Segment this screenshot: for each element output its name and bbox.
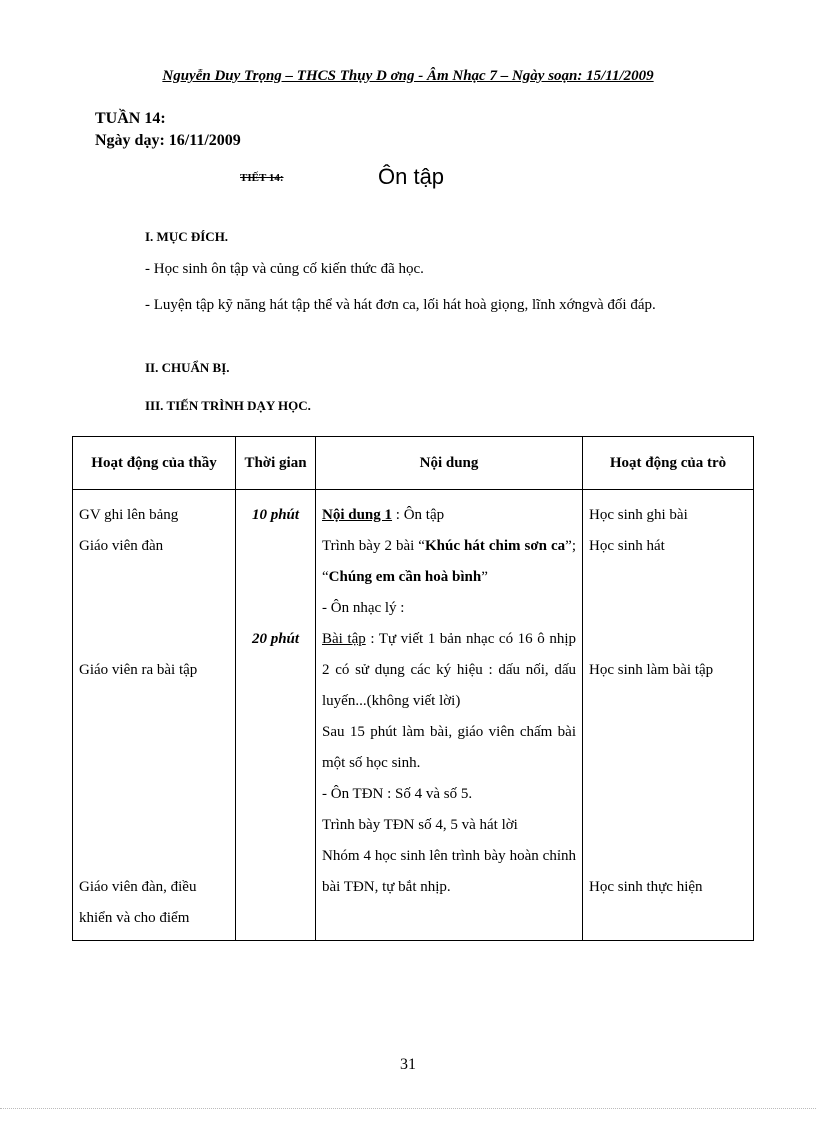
content-line: Nội dung 1 : Ôn tập [322,507,445,523]
lesson-plan-table [72,436,754,941]
purpose-item-2: - Luyện tập kỹ năng hát tập thể và hát đơn ca, lối hát hoà giọng, lĩnh xớngvà đối đáp. [145,297,656,313]
teacher-activity: Giáo viên đàn, điều khiển và cho điểm [79,879,197,926]
content-line: Nhóm 4 học sinh lên trình bày hoàn chỉnh bài TĐN, tự bắt nhịp. [322,848,576,895]
time-value: 20 phút [251,631,300,647]
week-info [95,108,241,152]
content-line: Trình bày TĐN số 4, 5 và hát lời [322,817,518,833]
section-preparation: II. CHUẨN BỊ. [145,360,230,375]
song-title: Khúc hát chim sơn ca [424,538,566,554]
header-content: Nội dung [316,437,583,490]
header-time: Thời gian [236,437,316,490]
week-label: TUẦN 14: [95,110,166,127]
header-student: Hoạt động của trò [583,437,754,490]
content-label: Nội dung 1 [322,507,393,523]
page-number: 31 [400,1056,416,1073]
lesson-title: Ôn tập [378,164,445,189]
song-title: Chúng em cần hoà bình [328,569,482,585]
table-row [73,490,754,941]
teacher-activity: Giáo viên đàn [79,538,164,554]
table-header-row [73,437,754,490]
content-line: Sau 15 phút làm bài, giáo viên chấm bài một số học sinh. [322,724,576,771]
student-column [583,490,754,941]
section-purpose: I. MỤC ĐÍCH. [145,229,229,244]
lesson-number: TIẾT 14: [240,172,284,184]
teach-date: Ngày dạy: 16/11/2009 [95,132,241,149]
student-activity: Học sinh hát [589,538,665,554]
content-line: - Ôn TĐN : Số 4 và số 5. [322,786,473,802]
footer-divider [0,1108,816,1109]
student-activity: Học sinh làm bài tập [589,662,714,678]
header-teacher: Hoạt động của thầy [73,437,236,490]
student-activity: Học sinh ghi bài [589,507,688,523]
exercise-label: Bài tập [322,631,366,647]
time-column [236,490,316,941]
page-header: Nguyễn Duy Trọng – THCS Thụy D ơng - Âm Nhạc 7 – Ngày soạn: 15/11/2009 [162,68,654,84]
teacher-column [73,490,236,941]
teacher-activity: GV ghi lên bảng [79,507,179,523]
student-activity: Học sinh thực hiện [589,879,703,895]
content-line: Trình bày 2 bài “Khúc hát chim sơn ca”; “Chúng em cần hoà bình” [322,538,576,585]
teacher-activity: Giáo viên ra bài tập [79,662,198,678]
content-line: Bài tập : Tự viết 1 bản nhạc có 16 ô nhịp 2 có sử dụng các ký hiệu : dấu nối, dấu luyến...(không viết lời) [322,631,576,709]
section-procedure: III. TIẾN TRÌNH DẠY HỌC. [145,398,311,413]
content-line: - Ôn nhạc lý : [322,600,405,616]
purpose-item-1: - Học sinh ôn tập và củng cố kiến thức đã học. [145,261,424,277]
content-column [316,490,583,941]
time-value: 10 phút [251,507,300,523]
